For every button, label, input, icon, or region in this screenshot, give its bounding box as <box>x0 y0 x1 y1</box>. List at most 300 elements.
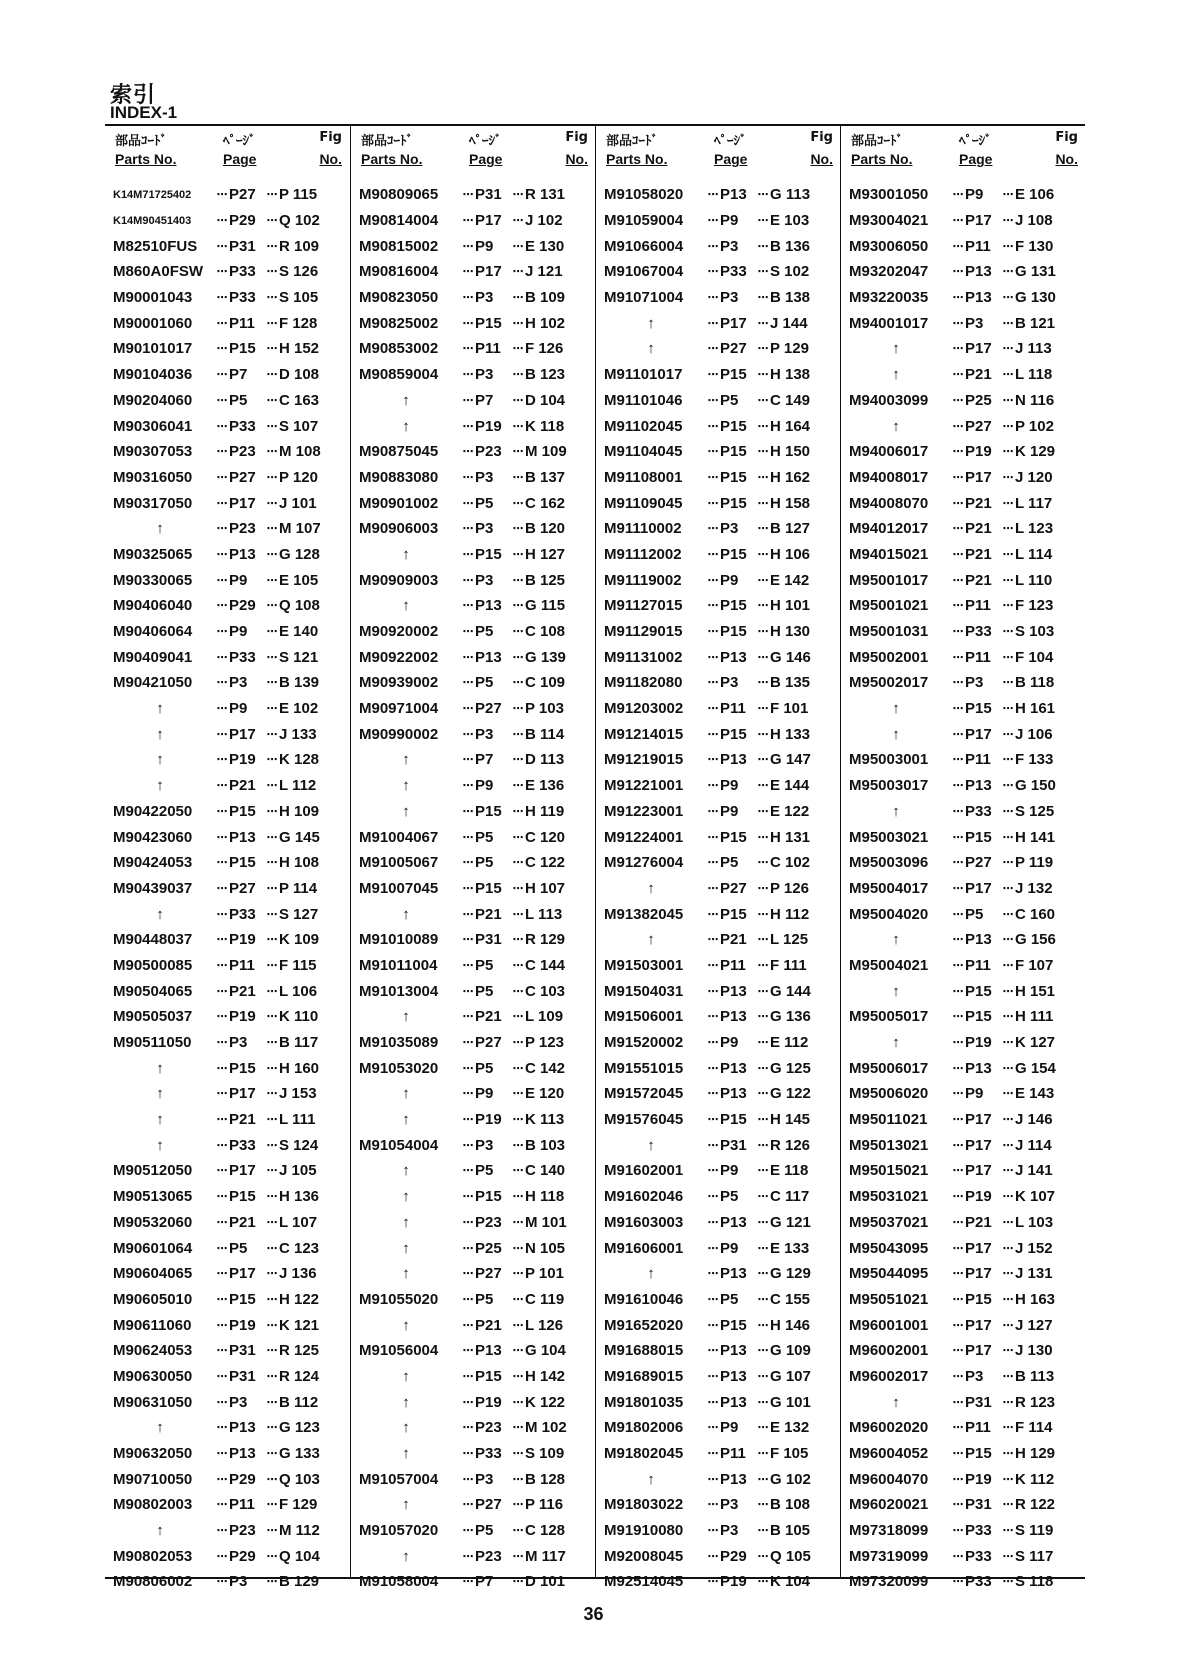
leader-dots: ⋯ <box>757 805 769 818</box>
index-title-en: INDEX-1 <box>110 103 178 122</box>
index-row <box>105 567 350 593</box>
leader-dots: ⋯ <box>462 215 474 228</box>
index-row <box>596 619 841 645</box>
leader-dots: ⋯ <box>266 882 278 895</box>
fig-ref: P 126 <box>770 879 809 897</box>
fig-ref: P 103 <box>525 700 564 718</box>
fig-ref: B 108 <box>770 1496 811 1514</box>
fig-ref: J 106 <box>1015 725 1053 743</box>
leader-dots: ⋯ <box>266 1473 278 1486</box>
fig-ref: B 135 <box>770 674 811 692</box>
leader-dots: ⋯ <box>757 1088 769 1101</box>
page-ref: P5 <box>720 1188 739 1206</box>
leader-dots: ⋯ <box>707 1216 719 1229</box>
ditto-mark: ↑ <box>892 725 900 743</box>
leader-dots: ⋯ <box>1002 1165 1014 1178</box>
fig-ref: S 102 <box>770 263 810 281</box>
leader-dots: ⋯ <box>266 1499 278 1512</box>
leader-dots: ⋯ <box>757 1396 769 1409</box>
leader-dots: ⋯ <box>707 677 719 690</box>
fig-ref: E 143 <box>1015 1085 1055 1103</box>
part-code: M90513065 <box>113 1188 193 1206</box>
leader-dots: ⋯ <box>462 420 474 433</box>
part-code: M96001001 <box>849 1316 929 1334</box>
fig-ref: C 128 <box>525 1522 566 1540</box>
part-code: M90421050 <box>113 674 193 692</box>
leader-dots: ⋯ <box>462 548 474 561</box>
leader-dots: ⋯ <box>216 1191 228 1204</box>
index-row <box>105 1132 350 1158</box>
page-ref: P15 <box>965 700 992 718</box>
page-ref: P9 <box>475 1085 494 1103</box>
index-row <box>351 1081 596 1107</box>
index-row <box>105 670 350 696</box>
index-row <box>351 721 596 747</box>
leader-dots: ⋯ <box>757 1448 769 1461</box>
page-ref: P19 <box>965 1034 992 1052</box>
index-row <box>351 388 596 414</box>
page-ref: P15 <box>720 597 747 615</box>
page-ref: P23 <box>475 1213 502 1231</box>
ditto-mark: ↑ <box>402 1419 410 1437</box>
leader-dots: ⋯ <box>1002 1396 1014 1409</box>
index-row <box>105 1338 350 1364</box>
part-code: K14M71725402 <box>113 188 192 201</box>
fig-ref: G 133 <box>279 1445 320 1463</box>
index-row <box>841 1158 1086 1184</box>
header-page-en: Page <box>469 151 503 167</box>
page-ref: P11 <box>229 1496 255 1514</box>
page-ref: P17 <box>720 314 747 332</box>
leader-dots: ⋯ <box>512 908 524 921</box>
page-ref: P5 <box>475 1290 494 1308</box>
page-ref: P3 <box>475 725 494 743</box>
index-row <box>841 953 1086 979</box>
fig-ref: B 103 <box>525 1136 566 1154</box>
fig-ref: J 153 <box>279 1085 317 1103</box>
fig-ref: L 126 <box>525 1316 564 1334</box>
fig-ref: P 114 <box>279 879 318 897</box>
leader-dots: ⋯ <box>216 1268 228 1281</box>
index-row <box>596 1261 841 1287</box>
leader-dots: ⋯ <box>216 882 228 895</box>
page-ref: P27 <box>229 468 256 486</box>
index-row <box>841 1055 1086 1081</box>
leader-dots: ⋯ <box>707 343 719 356</box>
fig-ref: L 118 <box>1015 366 1053 384</box>
page-ref: P9 <box>720 1419 739 1437</box>
fig-ref: E 133 <box>770 1239 810 1257</box>
leader-dots: ⋯ <box>462 240 474 253</box>
fig-ref: G 131 <box>1015 263 1056 281</box>
part-code: M90406040 <box>113 597 193 615</box>
page-ref: P21 <box>229 1111 256 1129</box>
fig-ref: L 109 <box>525 1008 564 1026</box>
leader-dots: ⋯ <box>1002 1345 1014 1358</box>
leader-dots: ⋯ <box>1002 1319 1014 1332</box>
index-row <box>351 1287 596 1313</box>
leader-dots: ⋯ <box>462 1088 474 1101</box>
fig-ref: H 141 <box>1015 828 1056 846</box>
ditto-mark: ↑ <box>402 597 410 615</box>
index-row <box>841 1338 1086 1364</box>
page-ref: P27 <box>720 340 747 358</box>
leader-dots: ⋯ <box>1002 446 1014 459</box>
fig-ref: E 112 <box>770 1034 809 1052</box>
leader-dots: ⋯ <box>757 1011 769 1024</box>
index-row <box>105 1261 350 1287</box>
leader-dots: ⋯ <box>757 1422 769 1435</box>
page-ref: P17 <box>229 1265 256 1283</box>
fig-ref: M 107 <box>279 520 321 538</box>
index-row <box>841 696 1086 722</box>
index-row <box>105 1210 350 1236</box>
leader-dots: ⋯ <box>512 1293 524 1306</box>
part-code: M93004021 <box>849 212 929 230</box>
index-row <box>596 1312 841 1338</box>
page-ref: P29 <box>229 1547 256 1565</box>
page-ref: P3 <box>475 366 494 384</box>
index-row <box>596 670 841 696</box>
part-code: M93001050 <box>849 186 929 204</box>
leader-dots: ⋯ <box>952 1037 964 1050</box>
leader-dots: ⋯ <box>462 266 474 279</box>
ditto-mark: ↑ <box>402 1265 410 1283</box>
fig-ref: G 102 <box>770 1470 811 1488</box>
leader-dots: ⋯ <box>266 1088 278 1101</box>
index-row <box>841 644 1086 670</box>
leader-dots: ⋯ <box>757 215 769 228</box>
leader-dots: ⋯ <box>952 959 964 972</box>
leader-dots: ⋯ <box>1002 420 1014 433</box>
leader-dots: ⋯ <box>462 728 474 741</box>
fig-ref: H 130 <box>770 623 811 641</box>
leader-dots: ⋯ <box>952 1422 964 1435</box>
fig-ref: C 155 <box>770 1290 811 1308</box>
index-row <box>351 1543 596 1569</box>
fig-ref: B 123 <box>525 366 566 384</box>
leader-dots: ⋯ <box>266 266 278 279</box>
part-code: M91109045 <box>604 494 683 512</box>
leader-dots: ⋯ <box>1002 292 1014 305</box>
index-row <box>596 721 841 747</box>
part-code: M91910080 <box>604 1522 684 1540</box>
fig-ref: H 109 <box>279 802 320 820</box>
index-row <box>841 1210 1086 1236</box>
index-row <box>841 1235 1086 1261</box>
leader-dots: ⋯ <box>216 369 228 382</box>
index-row <box>841 721 1086 747</box>
index-row <box>105 927 350 953</box>
index-row <box>105 208 350 234</box>
leader-dots: ⋯ <box>1002 548 1014 561</box>
page-ref: P11 <box>965 237 991 255</box>
part-code: M90883080 <box>359 468 439 486</box>
index-row <box>105 1107 350 1133</box>
page-ref: P31 <box>475 931 502 949</box>
part-code: M90624053 <box>113 1342 193 1360</box>
fig-ref: L 112 <box>279 777 317 795</box>
leader-dots: ⋯ <box>462 189 474 202</box>
leader-dots: ⋯ <box>462 754 474 767</box>
leader-dots: ⋯ <box>216 1139 228 1152</box>
fig-ref: H 152 <box>279 340 320 358</box>
index-row <box>841 1030 1086 1056</box>
index-row <box>105 1004 350 1030</box>
leader-dots: ⋯ <box>707 523 719 536</box>
index-row <box>596 310 841 336</box>
leader-dots: ⋯ <box>757 1268 769 1281</box>
page-ref: P21 <box>965 571 992 589</box>
fig-ref: S 126 <box>279 263 319 281</box>
leader-dots: ⋯ <box>512 728 524 741</box>
fig-ref: H 146 <box>770 1316 811 1334</box>
part-code: M91688015 <box>604 1342 684 1360</box>
index-row <box>841 593 1086 619</box>
fig-ref: H 131 <box>770 828 811 846</box>
page-ref: P15 <box>965 1290 992 1308</box>
index-row <box>841 1518 1086 1544</box>
leader-dots: ⋯ <box>266 908 278 921</box>
part-code: M94008017 <box>849 468 929 486</box>
leader-dots: ⋯ <box>757 728 769 741</box>
fig-ref: K 109 <box>279 931 320 949</box>
part-code: M91057004 <box>359 1470 439 1488</box>
leader-dots: ⋯ <box>216 600 228 613</box>
page-ref: P19 <box>965 1188 992 1206</box>
fig-ref: B 125 <box>525 571 566 589</box>
index-row <box>105 901 350 927</box>
page-ref: P19 <box>229 751 256 769</box>
index-row <box>105 978 350 1004</box>
index-row <box>596 1055 841 1081</box>
page-ref: P3 <box>965 674 984 692</box>
index-row <box>596 413 841 439</box>
page-ref: P9 <box>229 571 248 589</box>
index-row <box>841 336 1086 362</box>
page-ref: P15 <box>229 1059 256 1077</box>
part-code: M91276004 <box>604 854 684 872</box>
page-ref: P5 <box>475 674 494 692</box>
index-row <box>351 567 596 593</box>
part-code: M90802003 <box>113 1496 193 1514</box>
leader-dots: ⋯ <box>216 343 228 356</box>
ditto-mark: ↑ <box>156 751 164 769</box>
index-row <box>596 336 841 362</box>
fig-ref: C 123 <box>279 1239 320 1257</box>
fig-ref: K 128 <box>279 751 320 769</box>
page-ref: P17 <box>965 1265 992 1283</box>
fig-ref: R 109 <box>279 237 320 255</box>
index-row <box>105 388 350 414</box>
index-row <box>105 593 350 619</box>
leader-dots: ⋯ <box>1002 1550 1014 1563</box>
page-ref: P13 <box>720 1367 747 1385</box>
ditto-mark: ↑ <box>402 777 410 795</box>
page-ref: P15 <box>229 340 256 358</box>
part-code: M95006020 <box>849 1085 929 1103</box>
leader-dots: ⋯ <box>707 651 719 664</box>
index-row <box>351 876 596 902</box>
part-code: M91503001 <box>604 956 684 974</box>
page-ref: P7 <box>229 366 248 384</box>
page-ref: P13 <box>720 1342 747 1360</box>
page-ref: P3 <box>475 468 494 486</box>
leader-dots: ⋯ <box>952 1268 964 1281</box>
leader-dots: ⋯ <box>707 240 719 253</box>
fig-ref: B 109 <box>525 289 566 307</box>
page-ref: P21 <box>965 520 992 538</box>
index-row <box>351 1466 596 1492</box>
header-fig-en: No. <box>319 151 342 167</box>
leader-dots: ⋯ <box>266 1139 278 1152</box>
page-ref: P29 <box>229 1470 256 1488</box>
ditto-mark: ↑ <box>647 340 655 358</box>
page-ref: P3 <box>475 520 494 538</box>
index-row <box>596 1004 841 1030</box>
index-row <box>351 1389 596 1415</box>
leader-dots: ⋯ <box>1002 908 1014 921</box>
part-code: M92008045 <box>604 1547 684 1565</box>
leader-dots: ⋯ <box>462 369 474 382</box>
page-ref: P17 <box>965 1342 992 1360</box>
fig-ref: C 120 <box>525 828 566 846</box>
index-row <box>596 824 841 850</box>
fig-ref: H 106 <box>770 545 811 563</box>
fig-ref: S 103 <box>1015 623 1055 641</box>
ditto-mark: ↑ <box>892 1393 900 1411</box>
leader-dots: ⋯ <box>216 1242 228 1255</box>
index-row <box>351 542 596 568</box>
index-row <box>105 310 350 336</box>
leader-dots: ⋯ <box>952 548 964 561</box>
leader-dots: ⋯ <box>707 1088 719 1101</box>
fig-ref: K 113 <box>525 1111 565 1129</box>
leader-dots: ⋯ <box>757 1345 769 1358</box>
index-row <box>596 1543 841 1569</box>
index-row <box>596 1389 841 1415</box>
index-row <box>596 1287 841 1313</box>
leader-dots: ⋯ <box>757 1165 769 1178</box>
index-row <box>596 285 841 311</box>
page-ref: P27 <box>475 1496 502 1514</box>
part-code: M91101017 <box>604 366 683 384</box>
page-ref: P19 <box>475 1111 502 1129</box>
index-row <box>596 696 841 722</box>
part-code: M91102045 <box>604 417 683 435</box>
fig-ref: P 101 <box>525 1265 564 1283</box>
part-code: M96004070 <box>849 1470 929 1488</box>
leader-dots: ⋯ <box>462 626 474 639</box>
index-row <box>841 824 1086 850</box>
fig-ref: C 108 <box>525 623 566 641</box>
fig-ref: Q 103 <box>279 1470 320 1488</box>
leader-dots: ⋯ <box>462 1396 474 1409</box>
page-number: 36 <box>583 1604 604 1624</box>
leader-dots: ⋯ <box>1002 831 1014 844</box>
page-ref: P17 <box>229 494 256 512</box>
fig-ref: R 129 <box>525 931 566 949</box>
page-ref: P3 <box>720 674 739 692</box>
leader-dots: ⋯ <box>462 1473 474 1486</box>
fig-ref: J 108 <box>1015 212 1053 230</box>
leader-dots: ⋯ <box>1002 600 1014 613</box>
index-row <box>351 1107 596 1133</box>
fig-ref: C 149 <box>770 391 811 409</box>
page-ref: P9 <box>475 237 494 255</box>
ditto-mark: ↑ <box>402 1008 410 1026</box>
leader-dots: ⋯ <box>757 754 769 767</box>
fig-ref: H 151 <box>1015 982 1056 1000</box>
header-fig-top: Fig <box>810 130 833 145</box>
part-code: M82510FUS <box>113 237 198 255</box>
index-row <box>596 1158 841 1184</box>
page-ref: P23 <box>229 520 256 538</box>
fig-ref: G 123 <box>279 1419 320 1437</box>
page-ref: P17 <box>229 1085 256 1103</box>
leader-dots: ⋯ <box>462 805 474 818</box>
part-code: M91606001 <box>604 1239 684 1257</box>
fig-ref: B 113 <box>1015 1367 1055 1385</box>
page-ref: P5 <box>475 956 494 974</box>
leader-dots: ⋯ <box>216 1293 228 1306</box>
page-ref: P15 <box>720 417 747 435</box>
part-code: M91223001 <box>604 802 684 820</box>
leader-dots: ⋯ <box>512 343 524 356</box>
page-ref: P13 <box>720 186 747 204</box>
leader-dots: ⋯ <box>266 626 278 639</box>
ditto-mark: ↑ <box>647 314 655 332</box>
leader-dots: ⋯ <box>1002 857 1014 870</box>
index-row <box>105 465 350 491</box>
leader-dots: ⋯ <box>266 1037 278 1050</box>
leader-dots: ⋯ <box>757 446 769 459</box>
fig-ref: J 131 <box>1015 1265 1053 1283</box>
page-ref: P21 <box>720 931 747 949</box>
leader-dots: ⋯ <box>266 1345 278 1358</box>
leader-dots: ⋯ <box>952 754 964 767</box>
page-ref: P27 <box>475 1265 502 1283</box>
page-ref: P29 <box>229 597 256 615</box>
leader-dots: ⋯ <box>707 1396 719 1409</box>
leader-dots: ⋯ <box>707 1268 719 1281</box>
part-code: M90875045 <box>359 443 439 461</box>
fig-ref: K 110 <box>279 1008 319 1026</box>
part-code: M90307053 <box>113 443 193 461</box>
index-row <box>351 850 596 876</box>
leader-dots: ⋯ <box>512 240 524 253</box>
part-code: M90859004 <box>359 366 439 384</box>
page-ref: P17 <box>965 468 992 486</box>
part-code: M90511050 <box>113 1034 192 1052</box>
part-code: M90424053 <box>113 854 193 872</box>
leader-dots: ⋯ <box>462 1268 474 1281</box>
fig-ref: D 113 <box>525 751 565 769</box>
leader-dots: ⋯ <box>512 857 524 870</box>
leader-dots: ⋯ <box>462 1525 474 1538</box>
header-code-en: Parts No. <box>361 151 423 167</box>
part-code: M91056004 <box>359 1342 439 1360</box>
page-ref: P3 <box>720 1496 739 1514</box>
leader-dots: ⋯ <box>707 703 719 716</box>
part-code: M97319099 <box>849 1547 929 1565</box>
leader-dots: ⋯ <box>512 369 524 382</box>
page-ref: P9 <box>720 777 739 795</box>
leader-dots: ⋯ <box>757 189 769 202</box>
part-code: M91066004 <box>604 237 684 255</box>
leader-dots: ⋯ <box>512 934 524 947</box>
fig-ref: C 162 <box>525 494 566 512</box>
